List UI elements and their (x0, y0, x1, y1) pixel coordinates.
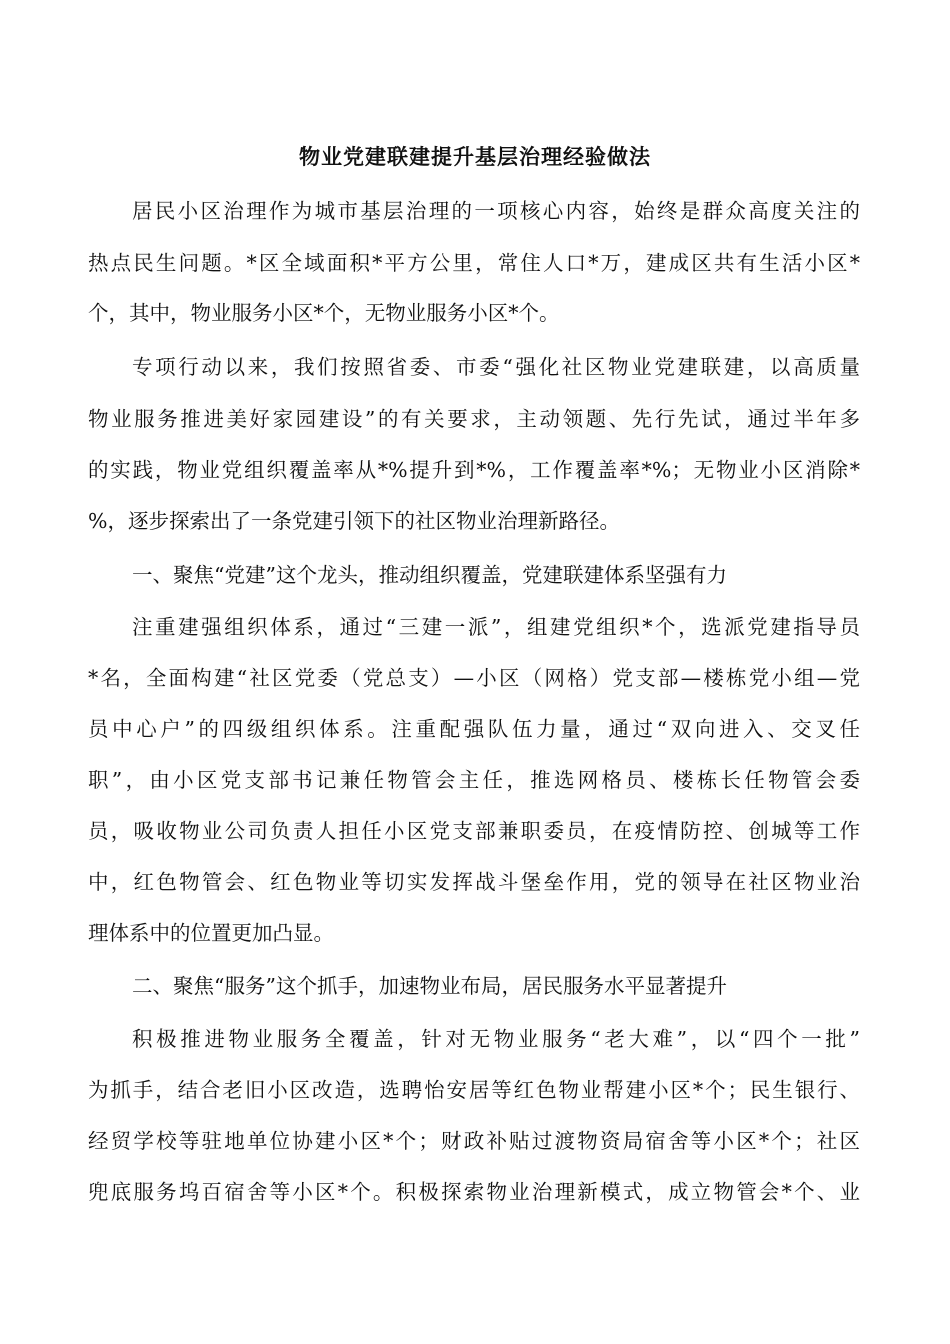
paragraph-line: 理体系中的位置更加凸显。 (88, 921, 334, 945)
paragraph-line: 中，红色物管会、红色物业等切实发挥战斗堡垒作用，党的领导在社区物业治 (88, 870, 860, 894)
paragraph-line: 兜底服务坞百宿舍等小区*个。积极探索物业治理新模式，成立物管会*个、业 (88, 1180, 860, 1204)
paragraph-line: *名，全面构建“社区党委（党总支）—小区（网格）党支部—楼栋党小组—党 (88, 666, 860, 690)
paragraph-line: 积极推进物业服务全覆盖，针对无物业服务“老大难”，以“四个一批” (132, 1027, 860, 1051)
paragraph-line: 员中心户”的四级组织体系。注重配强队伍力量，通过“双向进入、交叉任 (88, 717, 860, 741)
section-heading: 一、聚焦“党建”这个龙头，推动组织覆盖，党建联建体系坚强有力 (132, 563, 727, 587)
paragraph-line: 注重建强组织体系，通过“三建一派”，组建党组织*个，选派党建指导员 (132, 615, 860, 639)
paragraph-line: 物业服务推进美好家园建设”的有关要求，主动领题、先行先试，通过半年多 (88, 407, 860, 431)
paragraph-line: 的实践，物业党组织覆盖率从*%提升到*%，工作覆盖率*%；无物业小区消除* (88, 458, 860, 482)
paragraph-line: 员，吸收物业公司负责人担任小区党支部兼职委员，在疫情防控、创城等工作 (88, 819, 860, 843)
section-heading: 二、聚焦“服务”这个抓手，加速物业布局，居民服务水平显著提升 (132, 974, 727, 998)
paragraph-line: 专项行动以来，我们按照省委、市委“强化社区物业党建联建，以高质量 (132, 355, 860, 379)
paragraph-line: 职”，由小区党支部书记兼任物管会主任，推选网格员、楼栋长任物管会委 (88, 768, 860, 792)
paragraph-line: 经贸学校等驻地单位协建小区*个；财政补贴过渡物资局宿舍等小区*个；社区 (88, 1129, 860, 1153)
paragraph-line: 为抓手，结合老旧小区改造，选聘怡安居等红色物业帮建小区*个；民生银行、 (88, 1078, 860, 1102)
document-title: 物业党建联建提升基层治理经验做法 (299, 144, 651, 169)
paragraph-line: 居民小区治理作为城市基层治理的一项核心内容，始终是群众高度关注的 (132, 199, 860, 223)
paragraph-line: 热点民生问题。*区全域面积*平方公里，常住人口*万，建成区共有生活小区* (88, 251, 860, 275)
paragraph-line: 个，其中，物业服务小区*个，无物业服务小区*个。 (88, 301, 560, 325)
paragraph-line: %，逐步探索出了一条党建引领下的社区物业治理新路径。 (88, 509, 620, 533)
